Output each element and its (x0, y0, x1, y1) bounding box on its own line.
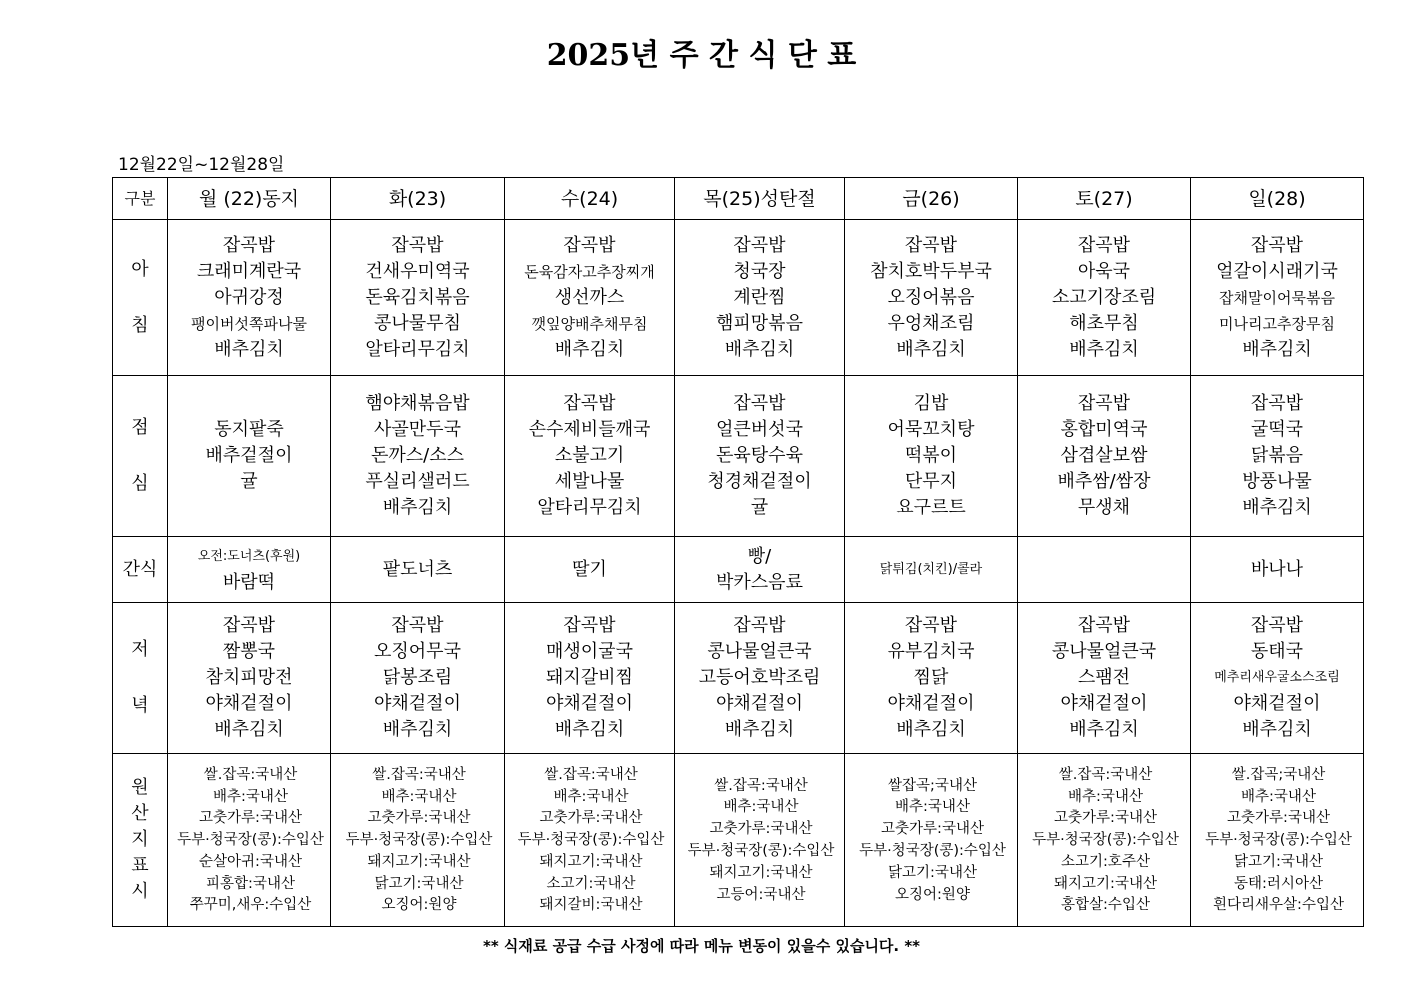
snack-cell-sun (1191, 537, 1364, 603)
menu-item: 유부김치국 (887, 641, 975, 662)
menu-item: 돈육감자고추장찌개 (524, 262, 655, 281)
menu-item: 손수제비들깨국 (528, 419, 651, 440)
origin-item: 쌀.잡곡:국내산 (372, 766, 466, 783)
header-row (113, 178, 1364, 220)
breakfast-label (113, 220, 168, 376)
menu-item: 박카스음료 (716, 571, 803, 593)
menu-item: 배추김치 (1069, 338, 1139, 360)
lunch-label-char: 심 (131, 473, 149, 494)
menu-item: 배추김치 (554, 719, 625, 740)
menu-item: 배추김치 (1069, 719, 1139, 740)
snack-cell-fri (845, 537, 1018, 603)
menu-item: 돼지갈비찜 (546, 667, 633, 688)
menu-item: 메추리새우굴소스조림 (1214, 670, 1340, 685)
dinner-cell-tue (331, 603, 505, 754)
menu-item: 삼겹살보쌈 (1060, 445, 1148, 466)
menu-item: 짬뽕국 (222, 641, 276, 662)
day-header-sun: 일(28) (1191, 178, 1364, 220)
menu-item: 야채겉절이 (374, 693, 461, 714)
menu-item: 미나리고추장무침 (1219, 314, 1335, 333)
menu-item: 스팸전 (1077, 667, 1131, 688)
lunch-cell-thu (675, 376, 845, 537)
origin-item: 고춧가루:국내산 (367, 810, 471, 827)
menu-item: 홍합미역국 (1060, 419, 1148, 440)
origin-item: 돼지고기:국내산 (539, 853, 643, 870)
origin-item: 오징어:원양 (895, 886, 970, 903)
snack-cell-mon (168, 537, 331, 603)
menu-item: 요구르트 (896, 497, 966, 518)
menu-item: 알타리무김치 (365, 338, 470, 360)
origin-item: 두부·청국장(콩):수입산 (859, 843, 1006, 859)
menu-item: 아귀강정 (214, 286, 284, 308)
menu-item: 잡곡밥 (1077, 234, 1131, 256)
day-header-thu: 목(25)성탄절 (675, 178, 845, 220)
origin-label (113, 754, 168, 927)
menu-item: 어묵꼬치탕 (887, 419, 975, 440)
origin-cell-fri (845, 754, 1018, 927)
day-header-sat: 토(27) (1018, 178, 1191, 220)
menu-item: 햄야채볶음밥 (365, 393, 470, 414)
day-header-fri: 금(26) (845, 178, 1018, 220)
origin-item: 두부·청국장(콩):수입산 (1205, 832, 1352, 849)
breakfast-label-char: 침 (131, 314, 149, 336)
origin-item: 두부·청국장(콩):수입산 (1032, 832, 1179, 849)
origin-label-char: 시 (131, 881, 149, 902)
menu-period: 12월22일~12월28일 (118, 155, 285, 175)
menu-item: 잡곡밥 (1077, 393, 1131, 414)
origin-item: 배추:국내산 (553, 788, 629, 805)
origin-label-char: 표 (131, 855, 149, 876)
origin-item: 배추:국내산 (381, 788, 457, 805)
menu-item: 잡곡밥 (391, 615, 444, 636)
menu-item: 야채겉절이 (546, 693, 633, 714)
menu-item: 얼갈이시래기국 (1216, 260, 1338, 282)
origin-item: 순살아귀:국내산 (199, 853, 302, 870)
origin-label-char: 지 (131, 829, 149, 850)
origin-item: 돼지고기:국내산 (367, 853, 471, 870)
dinner-cell-sun (1191, 603, 1364, 754)
menu-item: 굴떡국 (1250, 419, 1304, 440)
menu-item: 배추김치 (554, 338, 625, 360)
origin-item: 배추:국내산 (895, 799, 970, 816)
menu-item: 해초무침 (1069, 312, 1139, 334)
breakfast-cell-wed (505, 220, 675, 376)
menu-item: 야채겉절이 (1233, 693, 1321, 714)
dinner-cell-sat (1018, 603, 1191, 754)
menu-item: 소고기장조림 (1051, 286, 1157, 308)
origin-item: 두부·청국장(콩):수입산 (687, 843, 835, 859)
snack-label: 간식 (113, 537, 168, 603)
menu-item: 바람떡 (222, 571, 276, 593)
menu-item: 깻잎양배추채무침 (531, 314, 648, 333)
breakfast-row (113, 220, 1364, 376)
menu-item: 잡곡밥 (733, 615, 786, 636)
menu-item: 소불고기 (554, 445, 625, 466)
menu-item: 돈육탕수육 (716, 445, 803, 466)
origin-item: 쌀.잡곡:국내산 (544, 766, 638, 783)
origin-cell-mon (168, 754, 331, 927)
origin-item: 닭고기:국내산 (1234, 853, 1323, 870)
menu-item: 생선까스 (554, 286, 625, 308)
dinner-row (113, 603, 1364, 754)
menu-item: 잡곡밥 (733, 393, 786, 414)
origin-item: 고춧가루:국내산 (539, 810, 643, 827)
origin-cell-sun (1191, 754, 1364, 927)
menu-item: 배추김치 (214, 338, 284, 360)
menu-item: 잡채말이어묵볶음 (1219, 288, 1335, 307)
lunch-label-char: 점 (131, 417, 149, 438)
footer-notice: ** 식재료 공급 수급 사정에 따라 메뉴 변동이 있을수 있습니다. ** (482, 937, 921, 955)
menu-item: 잡곡밥 (1250, 234, 1304, 256)
menu-item: 콩나물무침 (374, 312, 461, 334)
menu-item: 잡곡밥 (904, 615, 958, 636)
menu-item: 잡곡밥 (904, 234, 958, 256)
origin-item: 흰다리새우살:수입산 (1213, 897, 1344, 914)
breakfast-cell-sun (1191, 220, 1364, 376)
menu-item: 배추김치 (214, 719, 284, 740)
day-header-mon: 월 (22)동지 (168, 178, 331, 220)
menu-item: 야채겉절이 (205, 693, 293, 714)
menu-item: 청경채겉절이 (707, 471, 812, 492)
menu-item: 배추쌈/쌈장 (1057, 471, 1151, 492)
menu-item: 잡곡밥 (563, 234, 616, 256)
menu-item: 배추김치 (896, 719, 966, 740)
snack-cell-wed (505, 537, 675, 603)
menu-item: 참치피망전 (205, 667, 293, 688)
menu-item: 오징어무국 (374, 641, 461, 662)
menu-item: 우엉채조림 (887, 312, 975, 334)
day-header-wed: 수(24) (505, 178, 675, 220)
origin-cell-thu (675, 754, 845, 927)
menu-item: 계란찜 (733, 286, 786, 308)
menu-item: 닭볶음 (1250, 445, 1304, 466)
corner-label: 구분 (113, 178, 168, 220)
menu-item: 콩나물얼큰국 (707, 641, 812, 662)
origin-item: 닭고기:국내산 (888, 864, 977, 881)
menu-item: 배추김치 (1242, 497, 1312, 518)
menu-item: 돈육김치볶음 (365, 286, 470, 308)
dinner-label (113, 603, 168, 754)
menu-item: 배추김치 (1242, 719, 1312, 740)
origin-item: 돼지갈비:국내산 (539, 897, 643, 914)
menu-item: 푸실리샐러드 (365, 471, 470, 492)
origin-label-char: 원 (131, 777, 149, 798)
menu-item: 잡곡밥 (1077, 615, 1131, 636)
breakfast-cell-tue (331, 220, 505, 376)
origin-item: 배추:국내산 (1241, 788, 1316, 805)
menu-item: 찜닭 (913, 667, 949, 688)
menu-item: 아욱국 (1077, 260, 1131, 282)
origin-item: 고춧가루:국내산 (1054, 810, 1157, 827)
menu-item: 야채겉절이 (887, 693, 975, 714)
menu-item: 참치호박두부국 (870, 260, 992, 282)
menu-item: 돈까스/소스 (370, 445, 464, 466)
menu-item: 무생채 (1077, 497, 1131, 518)
origin-item: 두부·청국장(콩):수입산 (345, 832, 493, 849)
menu-item: 알타리무김치 (537, 497, 642, 518)
menu-item: 닭봉조림 (382, 667, 453, 688)
menu-item: 귤 (750, 497, 769, 518)
menu-item: 잡곡밥 (222, 615, 276, 636)
weekly-menu-table (112, 177, 1364, 927)
menu-item: 잡곡밥 (733, 234, 786, 256)
origin-item: 고등어:국내산 (716, 886, 806, 903)
origin-item: 홍합살:수입산 (1061, 897, 1150, 914)
menu-item: 동지팥죽 (214, 419, 284, 440)
menu-item: 야채겉절이 (716, 693, 803, 714)
menu-item: 햄피망볶음 (716, 312, 803, 334)
day-header-tue: 화(23) (331, 178, 505, 220)
snack-cell-tue (331, 537, 505, 603)
menu-item: 배추김치 (724, 338, 795, 360)
menu-item: 잡곡밥 (391, 234, 444, 256)
menu-item: 떡볶이 (904, 445, 958, 466)
lunch-cell-fri (845, 376, 1018, 537)
origin-item: 쌀.잡곡:국내산 (714, 777, 808, 794)
menu-item: 청국장 (733, 260, 786, 282)
breakfast-cell-mon (168, 220, 331, 376)
origin-row (113, 754, 1364, 927)
origin-item: 배추:국내산 (723, 799, 799, 816)
menu-item: 배추김치 (1242, 338, 1312, 360)
origin-item: 고춧가루:국내산 (199, 810, 302, 827)
origin-label-char: 산 (131, 803, 149, 824)
origin-item: 고춧가루:국내산 (881, 821, 984, 838)
origin-item: 돼지고기:국내산 (1054, 875, 1157, 892)
snack-cell-thu (675, 537, 845, 603)
origin-item: 쭈꾸미,새우:수입산 (189, 897, 312, 914)
menu-item: 오징어볶음 (887, 286, 975, 308)
origin-item: 소고기:호주산 (1061, 853, 1150, 870)
menu-item: 배추김치 (724, 719, 795, 740)
menu-item: 오전:도너츠(후원) (197, 548, 301, 564)
menu-item: 크래미계란국 (196, 260, 302, 282)
dinner-label-char: 저 (131, 639, 149, 660)
lunch-cell-wed (505, 376, 675, 537)
menu-item: 바나나 (1250, 558, 1304, 580)
menu-item: 팥도너츠 (382, 558, 453, 580)
menu-item: 건새우미역국 (365, 260, 470, 282)
menu-item: 배추김치 (382, 719, 453, 740)
menu-item: 김밥 (913, 393, 949, 414)
menu-item: 팽이버섯쪽파나물 (191, 314, 307, 333)
menu-item: 콩나물얼큰국 (1051, 641, 1157, 662)
breakfast-cell-sat (1018, 220, 1191, 376)
origin-item: 두부·청국장(콩):수입산 (177, 832, 324, 849)
origin-item: 고춧가루:국내산 (709, 821, 813, 838)
origin-item: 오징어:원양 (381, 897, 457, 914)
menu-item: 잡곡밥 (563, 393, 616, 414)
origin-item: 쌀.잡곡;국내산 (1231, 766, 1326, 783)
menu-item: 세발나물 (554, 471, 625, 492)
origin-item: 고춧가루:국내산 (1227, 810, 1330, 827)
menu-item: 방풍나물 (1242, 471, 1312, 492)
menu-item: 배추김치 (382, 497, 453, 518)
page-title: 2025년 주 간 식 단 표 (546, 38, 857, 73)
menu-item: 단무지 (904, 471, 958, 492)
snack-row (113, 537, 1364, 603)
menu-item: 동태국 (1250, 641, 1304, 662)
dinner-cell-mon (168, 603, 331, 754)
menu-item: 잡곡밥 (1250, 393, 1304, 414)
dinner-label-char: 녁 (131, 695, 149, 716)
lunch-cell-sun (1191, 376, 1364, 537)
breakfast-label-char: 아 (131, 258, 149, 280)
dinner-cell-thu (675, 603, 845, 754)
origin-item: 소고기:국내산 (546, 875, 636, 892)
origin-item: 두부·청국장(콩):수입산 (517, 832, 665, 849)
origin-item: 배추:국내산 (213, 788, 288, 805)
lunch-row (113, 376, 1364, 537)
menu-item: 얼큰버섯국 (716, 419, 803, 440)
lunch-cell-sat (1018, 376, 1191, 537)
origin-item: 피홍합:국내산 (206, 875, 295, 892)
menu-item: 잡곡밥 (222, 234, 276, 256)
origin-item: 쌀.잡곡:국내산 (1058, 766, 1153, 783)
menu-item: 닭튀김(치킨)/콜라 (879, 561, 983, 577)
menu-item: 배추김치 (896, 338, 966, 360)
lunch-cell-tue (331, 376, 505, 537)
lunch-cell-mon (168, 376, 331, 537)
menu-item: 야채겉절이 (1060, 693, 1148, 714)
menu-item: 딸기 (572, 558, 607, 580)
menu-item: 잡곡밥 (1250, 615, 1304, 636)
menu-item: 고등어호박조림 (698, 667, 821, 688)
snack-cell-sat (1018, 537, 1191, 603)
dinner-cell-wed (505, 603, 675, 754)
menu-item: 잡곡밥 (563, 615, 616, 636)
origin-item: 동태:러시아산 (1234, 875, 1323, 892)
origin-cell-sat (1018, 754, 1191, 927)
origin-item: 쌀.잡곡:국내산 (203, 766, 298, 783)
origin-item: 쌀잡곡;국내산 (888, 777, 977, 794)
origin-item: 돼지고기:국내산 (709, 864, 813, 881)
origin-item: 닭고기:국내산 (374, 875, 464, 892)
breakfast-cell-fri (845, 220, 1018, 376)
origin-item: 배추:국내산 (1068, 788, 1143, 805)
menu-item: 귤 (240, 471, 258, 492)
menu-item: 배추겉절이 (205, 445, 293, 466)
origin-cell-wed (505, 754, 675, 927)
menu-item: 사골만두국 (374, 419, 461, 440)
menu-item: 매생이굴국 (546, 641, 633, 662)
lunch-label (113, 376, 168, 537)
dinner-cell-fri (845, 603, 1018, 754)
origin-cell-tue (331, 754, 505, 927)
menu-item: 빵/ (747, 545, 772, 567)
breakfast-cell-thu (675, 220, 845, 376)
